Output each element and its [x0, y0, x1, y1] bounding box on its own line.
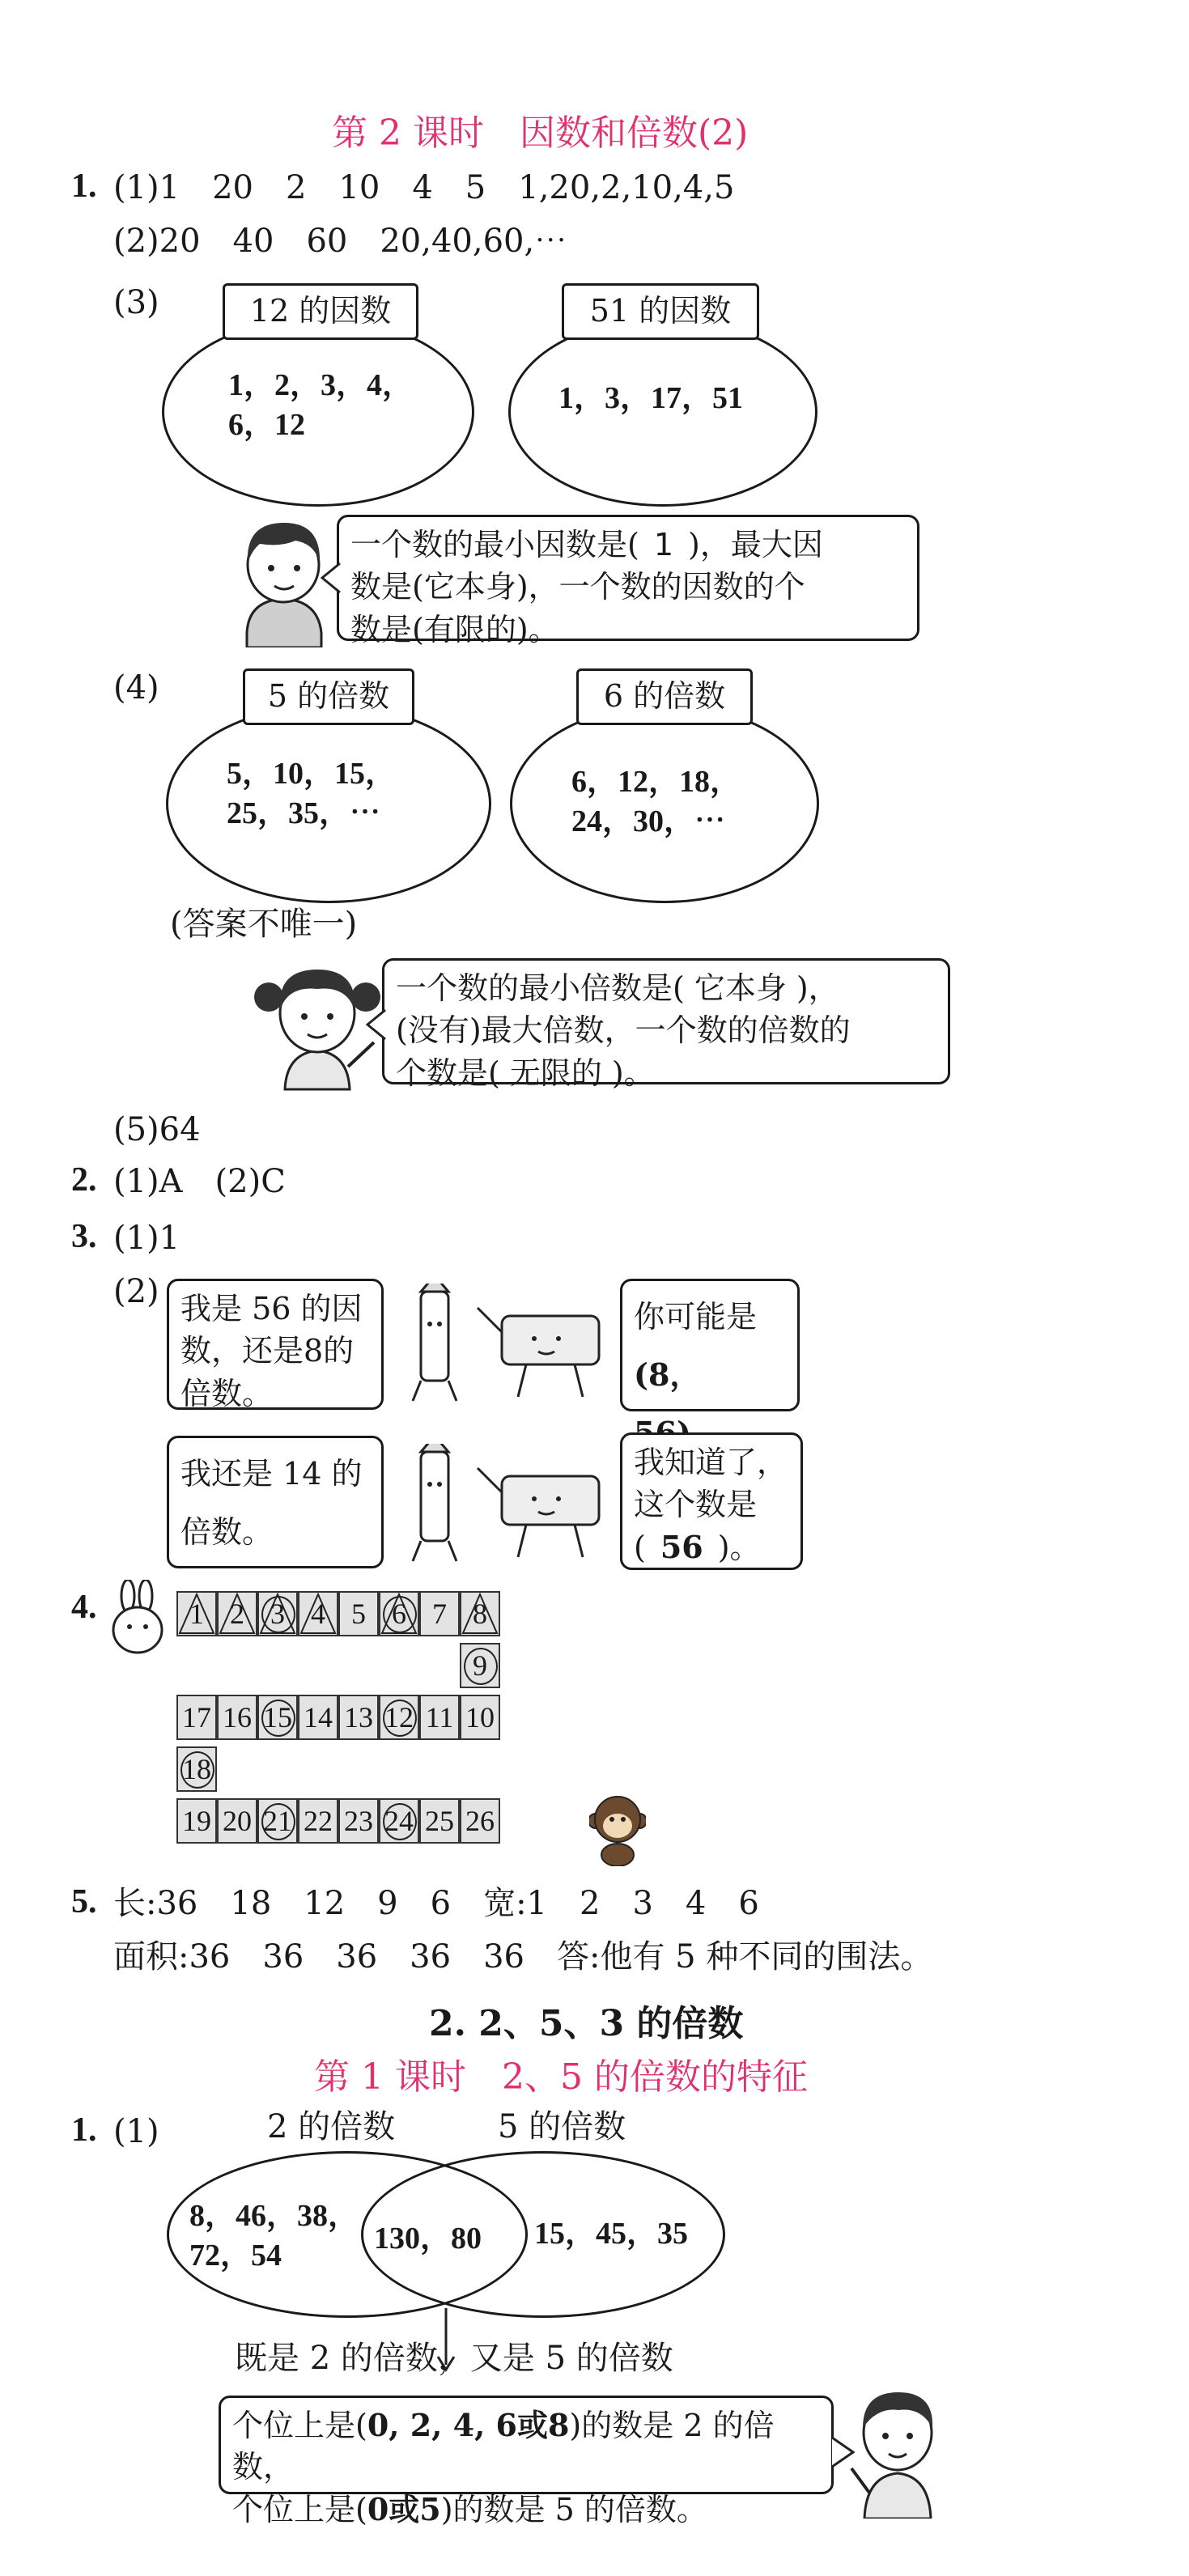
grid-cell-number: 9	[473, 1649, 487, 1682]
speech-bubble-multiples: 一个数的最小倍数是( 它本身 )， (没有)最大倍数，一个数的倍数的 个数是( 无限的 )。	[382, 958, 950, 1084]
rabbit-icon	[105, 1580, 170, 1661]
grid-cell-number: 15	[263, 1701, 292, 1734]
grid-cell	[379, 1591, 419, 1636]
factor-set-51-label: 51 的因数	[562, 283, 759, 340]
grid-cell-number: 19	[182, 1805, 211, 1837]
grid-cell-number: 18	[182, 1753, 211, 1785]
grid-cell	[460, 1695, 500, 1740]
grid-cell-number: 14	[304, 1701, 333, 1734]
venn-label-multiples-2: 2 的倍数	[267, 2108, 396, 2145]
grid-cell	[419, 1695, 460, 1740]
grid-cell-number: 17	[182, 1701, 211, 1734]
grid-cell	[176, 1591, 217, 1636]
q1-part3-label: (3)	[113, 284, 159, 321]
answer-factor-count: 有限的	[423, 611, 516, 647]
q1-part4-label: (4)	[113, 669, 159, 707]
grid-cell	[338, 1798, 379, 1844]
bubble-tail-2	[366, 1008, 387, 1041]
bubble-eraser-1: 你可能是 (8，	[620, 1279, 800, 1411]
grid-cell	[338, 1695, 379, 1740]
monkey-icon	[589, 1785, 646, 1866]
s2-q1-number: 1.	[71, 2111, 97, 2149]
grid-cell-number: 7	[432, 1598, 447, 1630]
factor-set-12-label: 12 的因数	[223, 283, 418, 340]
answer-min-factor: 1	[653, 527, 674, 562]
q4-number: 4.	[71, 1589, 97, 1626]
grid-cell-number: 11	[425, 1701, 454, 1734]
answer-multiple-count: 无限的	[509, 1055, 602, 1091]
grid-cell-number: 6	[392, 1598, 406, 1630]
grid-cell	[257, 1591, 298, 1636]
grid-cell	[460, 1798, 500, 1844]
grid-cell	[298, 1591, 338, 1636]
venn-intersection: 130，80	[374, 2222, 482, 2256]
grid-cell-number: 16	[223, 1701, 252, 1734]
q3-number: 3.	[71, 1218, 97, 1255]
grid-cell	[379, 1695, 419, 1740]
grid-cell	[176, 1695, 217, 1740]
venn-only-5: 15，45，35	[534, 2217, 689, 2251]
grid-cell-number: 20	[223, 1805, 252, 1837]
grid-cell-number: 5	[351, 1598, 366, 1630]
answer-digits-5: 0或5	[367, 2490, 441, 2527]
boy-illustration-2	[845, 2379, 950, 2519]
grid-cell-number: 8	[473, 1598, 487, 1630]
grid-cell-number: 23	[344, 1805, 373, 1837]
factor-set-51-values: 1，3，17，51	[558, 381, 744, 415]
section-title: 2. 2、5、3 的倍数	[429, 2003, 744, 2044]
grid-cell-number: 26	[465, 1805, 495, 1837]
multiple-set-5-values: 5，10，15， 25，35，⋯	[227, 757, 397, 831]
grid-cell	[460, 1643, 500, 1688]
q5-number: 5.	[71, 1883, 97, 1920]
multiple-set-6-values: 6，12，18， 24，30，⋯	[571, 765, 741, 839]
venn-only-2: 8，46，38， 72，54	[189, 2199, 359, 2273]
venn-caption: 既是 2 的倍数，又是 5 的倍数	[235, 2340, 673, 2377]
grid-cell	[176, 1746, 217, 1792]
grid-cell	[217, 1695, 257, 1740]
answer-max-multiple: 没有	[407, 1012, 469, 1049]
grid-cell	[419, 1798, 460, 1844]
bubble-tail-1	[321, 562, 342, 594]
note-answer-not-unique: (答案不唯一)	[170, 906, 358, 943]
answer-the-number: 56	[660, 1528, 703, 1565]
speech-bubble-factors: 一个数的最小因数是( 1 )，最大因 数是(它本身)，一个数的因数的个 数是(有限的)。	[337, 515, 919, 641]
section-lesson-title: 第 1 课时 2、5 的倍数的特征	[314, 2056, 808, 2098]
grid-cell-number: 13	[344, 1701, 373, 1734]
q1-part5: (5)64	[113, 1111, 201, 1148]
q3-part1: (1)1	[113, 1220, 180, 1257]
grid-cell	[257, 1798, 298, 1844]
q5-line1: 长:36 18 12 9 6 宽:1 2 3 4 6	[113, 1885, 759, 1922]
grid-cell	[176, 1798, 217, 1844]
grid-cell-number: 21	[263, 1805, 292, 1837]
grid-cell-number: 12	[384, 1701, 414, 1734]
q5-line2: 面积:36 36 36 36 36 答:他有 5 种不同的围法。	[113, 1938, 933, 1975]
q1-number: 1.	[71, 168, 97, 205]
grid-cell	[298, 1798, 338, 1844]
factor-set-12-values: 1，2，3，4， 6，12	[228, 368, 414, 443]
grid-cell-number: 24	[384, 1805, 414, 1837]
bubble-pencil-1: 我是 56 的因 数，还是8的 倍数。	[167, 1279, 384, 1410]
answer-digits-2: 0, 2, 4, 6或8	[367, 2407, 570, 2443]
multiple-set-6-label: 6 的倍数	[576, 668, 753, 725]
pencil-eraser-illustration-1	[397, 1284, 615, 1405]
grid-cell-number: 22	[304, 1805, 333, 1837]
grid-cell-number: 1	[189, 1598, 204, 1630]
grid-cell	[379, 1798, 419, 1844]
grid-cell-number: 3	[270, 1598, 285, 1630]
grid-cell-number: 10	[465, 1701, 495, 1734]
grid-cell	[338, 1591, 379, 1636]
q1-part1: (1)1 20 2 10 4 5 1,20,2,10,4,5	[113, 169, 735, 206]
grid-cell-number: 4	[311, 1598, 325, 1630]
grid-cell-number: 25	[425, 1805, 454, 1837]
bubble-eraser-2: 我知道了， 这个数是 ( 56 )。	[620, 1432, 803, 1570]
pencil-eraser-illustration-2	[397, 1444, 615, 1565]
grid-cell	[257, 1695, 298, 1740]
bubble-pencil-2: 我还是 14 的 倍数。	[167, 1436, 384, 1568]
grid-cell	[419, 1591, 460, 1636]
answer-max-factor: 它本身	[423, 569, 516, 605]
venn-label-multiples-5: 5 的倍数	[498, 2108, 626, 2145]
grid-cell	[298, 1695, 338, 1740]
s2-q1-part1-label: (1)	[113, 2113, 159, 2150]
grid-cell-number: 2	[230, 1598, 244, 1630]
grid-cell	[217, 1798, 257, 1844]
q1-part2: (2)20 40 60 20,40,60,⋯	[113, 223, 567, 260]
q2-number: 2.	[71, 1161, 97, 1199]
grid-cell	[217, 1591, 257, 1636]
q3-part2-label: (2)	[113, 1273, 159, 1310]
speech-bubble-rules: 个位上是(0, 2, 4, 6或8)的数是 2 的倍数， 个位上是(0或5)的数是 5 的倍数。	[219, 2396, 834, 2494]
q2-answers: (1)A (2)C	[113, 1163, 286, 1200]
lesson-title: 第 2 课时 因数和倍数(2)	[332, 112, 749, 154]
grid-cell	[460, 1591, 500, 1636]
answer-min-multiple: 它本身	[694, 970, 787, 1006]
multiple-set-5-label: 5 的倍数	[243, 668, 414, 725]
girl-illustration	[253, 953, 382, 1091]
